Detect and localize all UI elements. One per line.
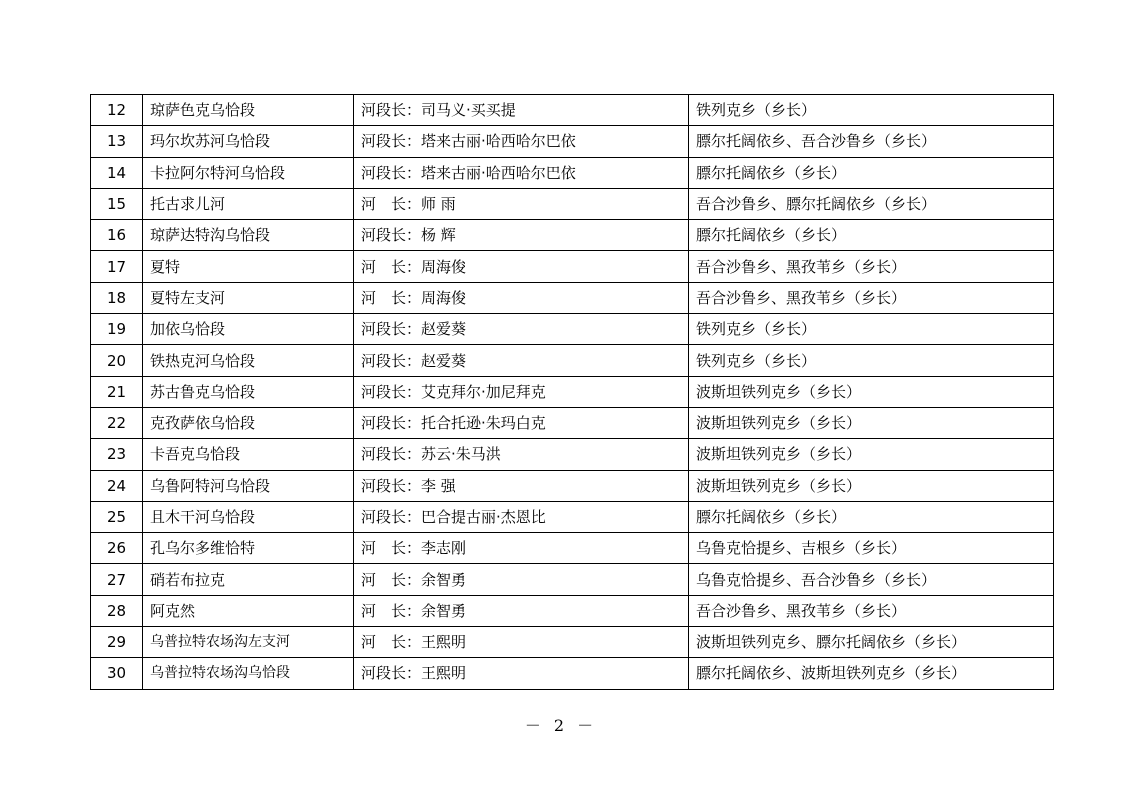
row-number-cell: 24 [91,470,143,501]
river-chief-cell: 河段长：塔来古丽·哈西哈尔巴依 [354,126,689,157]
river-chief-cell: 河 长：师 雨 [354,188,689,219]
river-name-cell: 夏特 [143,251,354,282]
river-name-cell: 硝若布拉克 [143,564,354,595]
responsible-township-cell: 波斯坦铁列克乡（乡长） [689,439,1054,470]
river-chief-cell: 河 长：余智勇 [354,564,689,595]
river-name-cell: 卡吾克乌恰段 [143,439,354,470]
row-number-cell: 26 [91,533,143,564]
row-number-cell: 30 [91,658,143,689]
table-row [91,501,1054,532]
responsible-township-cell: 波斯坦铁列克乡（乡长） [689,376,1054,407]
river-chief-cell: 河 长：王熙明 [354,627,689,658]
responsible-township-cell: 膘尔托阔依乡、波斯坦铁列克乡（乡长） [689,658,1054,689]
responsible-township-cell: 铁列克乡（乡长） [689,314,1054,345]
responsible-township-cell: 波斯坦铁列克乡（乡长） [689,407,1054,438]
table-body [91,95,1054,690]
river-chief-cell: 河段长：巴合提古丽·杰恩比 [354,501,689,532]
responsible-township-cell: 乌鲁克恰提乡、吾合沙鲁乡（乡长） [689,564,1054,595]
river-chief-cell: 河段长：赵爱葵 [354,314,689,345]
table-row [91,407,1054,438]
row-number-cell: 22 [91,407,143,438]
row-number-cell: 12 [91,95,143,126]
river-name-cell: 加依乌恰段 [143,314,354,345]
river-name-cell: 托古求儿河 [143,188,354,219]
table-row [91,439,1054,470]
responsible-township-cell: 波斯坦铁列克乡、膘尔托阔依乡（乡长） [689,627,1054,658]
river-name-cell: 乌普拉特农场沟乌恰段 [143,658,354,689]
row-number-cell: 16 [91,220,143,251]
river-name-cell: 卡拉阿尔特河乌恰段 [143,157,354,188]
river-name-cell: 阿克然 [143,595,354,626]
row-number-cell: 25 [91,501,143,532]
table-row [91,220,1054,251]
table-row [91,126,1054,157]
row-number-cell: 23 [91,439,143,470]
table-row [91,188,1054,219]
row-number-cell: 20 [91,345,143,376]
river-chief-cell: 河段长：杨 辉 [354,220,689,251]
river-name-cell: 铁热克河乌恰段 [143,345,354,376]
row-number-cell: 17 [91,251,143,282]
row-number-cell: 14 [91,157,143,188]
river-chief-cell: 河段长：赵爱葵 [354,345,689,376]
table-row [91,658,1054,689]
row-number-cell: 19 [91,314,143,345]
row-number-cell: 18 [91,282,143,313]
table-row [91,314,1054,345]
responsible-township-cell: 吾合沙鲁乡、膘尔托阔依乡（乡长） [689,188,1054,219]
row-number-cell: 29 [91,627,143,658]
row-number-cell: 27 [91,564,143,595]
page-number: － 2 － [524,716,598,735]
responsible-township-cell: 吾合沙鲁乡、黑孜苇乡（乡长） [689,282,1054,313]
responsible-township-cell: 波斯坦铁列克乡（乡长） [689,470,1054,501]
river-name-cell: 玛尔坎苏河乌恰段 [143,126,354,157]
table-row [91,251,1054,282]
river-chief-table [90,94,1054,690]
table-row [91,282,1054,313]
river-name-cell: 苏古鲁克乌恰段 [143,376,354,407]
row-number-cell: 13 [91,126,143,157]
river-chief-cell: 河 长：余智勇 [354,595,689,626]
table-row [91,376,1054,407]
river-name-cell: 孔乌尔多维恰特 [143,533,354,564]
table-row [91,95,1054,126]
responsible-township-cell: 乌鲁克恰提乡、吉根乡（乡长） [689,533,1054,564]
river-name-cell: 琼萨达特沟乌恰段 [143,220,354,251]
river-chief-cell: 河段长：苏云·朱马洪 [354,439,689,470]
responsible-township-cell: 膘尔托阔依乡、吾合沙鲁乡（乡长） [689,126,1054,157]
responsible-township-cell: 吾合沙鲁乡、黑孜苇乡（乡长） [689,595,1054,626]
responsible-township-cell: 膘尔托阔依乡（乡长） [689,501,1054,532]
table-row [91,627,1054,658]
responsible-township-cell: 铁列克乡（乡长） [689,95,1054,126]
river-name-cell: 琼萨色克乌恰段 [143,95,354,126]
row-number-cell: 28 [91,595,143,626]
river-chief-cell: 河段长：艾克拜尔·加尼拜克 [354,376,689,407]
row-number-cell: 21 [91,376,143,407]
river-chief-cell: 河 长：周海俊 [354,251,689,282]
river-name-cell: 克孜萨依乌恰段 [143,407,354,438]
river-chief-cell: 河段长：李 强 [354,470,689,501]
table-row [91,470,1054,501]
responsible-township-cell: 膘尔托阔依乡（乡长） [689,220,1054,251]
river-name-cell: 乌普拉特农场沟左支河 [143,627,354,658]
row-number-cell: 15 [91,188,143,219]
river-chief-cell: 河 长：李志刚 [354,533,689,564]
table-row [91,157,1054,188]
table-row [91,533,1054,564]
table-row [91,345,1054,376]
table-row [91,564,1054,595]
river-chief-cell: 河段长：塔来古丽·哈西哈尔巴依 [354,157,689,188]
responsible-township-cell: 吾合沙鲁乡、黑孜苇乡（乡长） [689,251,1054,282]
river-name-cell: 夏特左支河 [143,282,354,313]
responsible-township-cell: 膘尔托阔依乡（乡长） [689,157,1054,188]
river-chief-cell: 河段长：王熙明 [354,658,689,689]
river-name-cell: 且木干河乌恰段 [143,501,354,532]
river-chief-cell: 河段长：司马义·买买提 [354,95,689,126]
table-row [91,595,1054,626]
river-chief-cell: 河段长：托合托逊·朱玛白克 [354,407,689,438]
river-name-cell: 乌鲁阿特河乌恰段 [143,470,354,501]
river-chief-cell: 河 长：周海俊 [354,282,689,313]
responsible-township-cell: 铁列克乡（乡长） [689,345,1054,376]
